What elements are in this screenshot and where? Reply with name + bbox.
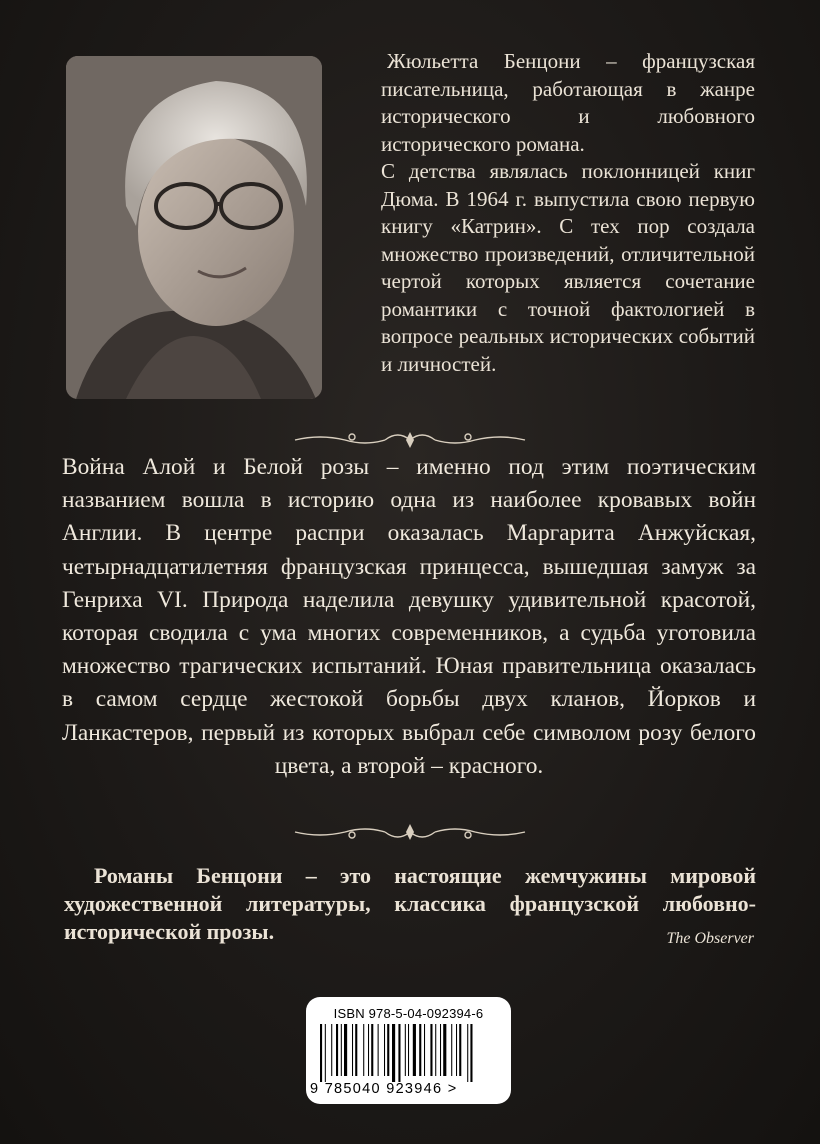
barcode-bar	[384, 1024, 385, 1076]
barcode-bar	[378, 1024, 379, 1076]
isbn-barcode	[306, 997, 511, 1104]
barcode-bar	[443, 1024, 446, 1076]
ornament-divider-icon	[290, 428, 530, 452]
barcode-bar	[336, 1024, 338, 1076]
barcode-bar	[470, 1024, 472, 1082]
barcode-digits: 9 785040 923946 >	[310, 1081, 458, 1097]
author-bio-paragraph: Жюльетта Бенцони – французская писательница, работающая в жанре исторического и любовного исторического романа.	[381, 49, 755, 156]
barcode-bar	[451, 1024, 452, 1076]
ornament-divider-icon	[290, 820, 530, 844]
barcode-bar	[344, 1024, 347, 1076]
barcode-bar	[435, 1024, 436, 1076]
barcode-bar	[371, 1024, 373, 1076]
barcode-bar	[325, 1024, 326, 1082]
quote-attribution: The Observer	[666, 930, 754, 947]
barcode-bar	[331, 1024, 332, 1076]
barcode-bar	[363, 1024, 364, 1076]
barcode-bar	[456, 1024, 457, 1076]
barcode-bar	[405, 1024, 406, 1076]
book-synopsis: Война Алой и Белой розы – именно под этим поэтическим названием вошла в историю одна из наиболее кровавых войн Англии. В центре распри оказалась Маргарита Анжуйская, четырнадцатилетняя французская принцесса, вышедшая замуж за Генриха VI. Природа наделила девушку удивительной красотой, которая сводила с ума многих современников, а судьба уготовила множество трагических испытаний. Юная правительница оказалась в самом сердце жестокой борьбы двух кланов, Йорков и Ланкастеров, первый из которых выбрал себе символом розу белого цвета, а второй – красного.	[62, 454, 756, 779]
isbn-label: ISBN 978-5-04-092394-6	[333, 1006, 484, 1021]
author-bio	[381, 48, 755, 378]
barcode-bar	[355, 1024, 357, 1076]
barcode-bar	[424, 1024, 425, 1076]
author-photo	[66, 56, 322, 399]
barcode-bar	[419, 1024, 421, 1076]
author-bio-paragraph: С детства являлась поклонницей книг Дюма. В 1964 г. выпустила свою первую книгу «Катрин». С тех пор создала множество произведений, отличительной чертой которых является сочетание романтики с точной фактологией в вопросе реальных исторических событий и личностей.	[381, 159, 755, 376]
barcode-bar	[408, 1024, 409, 1076]
barcode-bar	[387, 1024, 389, 1076]
barcode-bar	[352, 1024, 353, 1076]
barcode-bar	[459, 1024, 461, 1076]
barcode-bar	[341, 1024, 342, 1076]
barcode-bar	[430, 1024, 432, 1076]
barcode-bar	[398, 1024, 400, 1082]
author-portrait-icon	[66, 56, 322, 399]
barcode-icon	[320, 1024, 496, 1082]
review-quote: Романы Бенцони – это настоящие жемчужины мировой художественной литературы, классика французской любовно-исторической прозы.	[64, 863, 756, 944]
barcode-bar	[368, 1024, 369, 1076]
barcode-bar	[320, 1024, 322, 1082]
barcode-bar	[413, 1024, 416, 1076]
barcode-bar	[440, 1024, 441, 1076]
barcode-bar	[392, 1024, 395, 1082]
barcode-bar	[467, 1024, 468, 1082]
